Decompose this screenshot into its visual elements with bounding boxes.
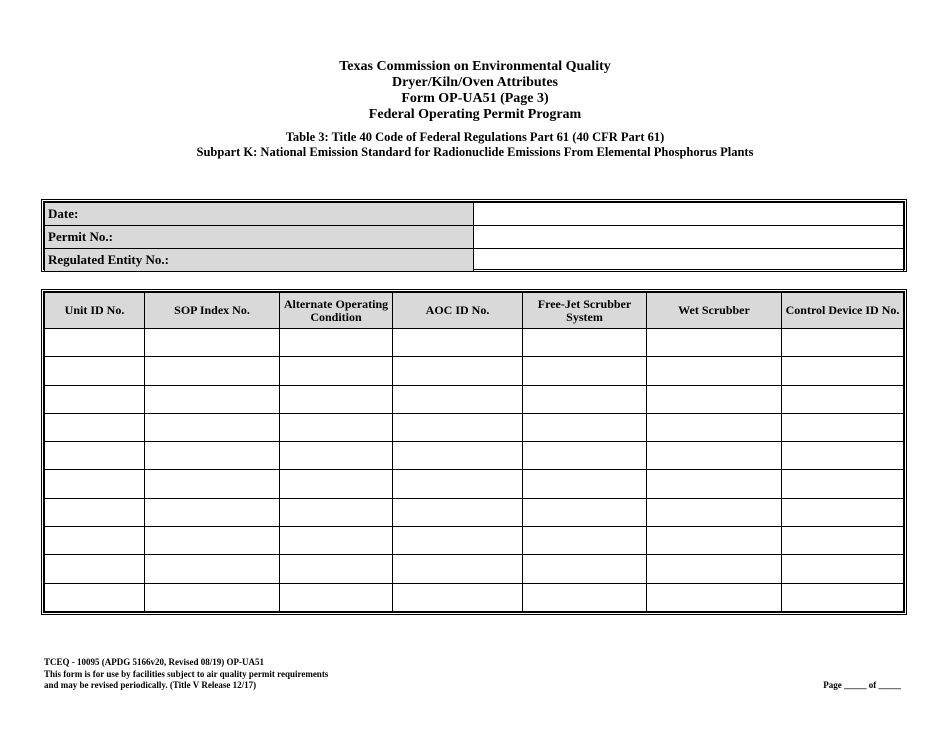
table-cell[interactable] [45, 329, 145, 357]
date-label: Date: [45, 203, 474, 226]
table-cell[interactable] [523, 357, 647, 385]
table-cell[interactable] [647, 583, 782, 611]
col-header-wet-scrubber: Wet Scrubber [647, 293, 782, 329]
col-header-unit-id: Unit ID No. [45, 293, 145, 329]
col-header-aoc-id: AOC ID No. [393, 293, 523, 329]
table-row [45, 555, 904, 583]
table-cell[interactable] [647, 385, 782, 413]
table-cell[interactable] [393, 498, 523, 526]
table-cell[interactable] [145, 498, 280, 526]
table-cell[interactable] [145, 442, 280, 470]
table-row [45, 498, 904, 526]
table-cell[interactable] [523, 555, 647, 583]
table-cell[interactable] [647, 442, 782, 470]
table-cell[interactable] [647, 470, 782, 498]
page-number: Page _____ of _____ [823, 680, 901, 690]
regulated-entity-label: Regulated Entity No.: [45, 249, 474, 272]
table-cell[interactable] [523, 329, 647, 357]
table-cell[interactable] [782, 470, 904, 498]
table-cell[interactable] [393, 470, 523, 498]
form-revision: TCEQ - 10095 (APDG 5166v20, Revised 08/19) OP-UA51 [44, 657, 264, 667]
table-cell[interactable] [280, 413, 393, 441]
table-cell[interactable] [523, 470, 647, 498]
table-cell[interactable] [45, 498, 145, 526]
table-cell[interactable] [393, 555, 523, 583]
table-cell[interactable] [280, 527, 393, 555]
table-cell[interactable] [647, 498, 782, 526]
table-cell[interactable] [280, 329, 393, 357]
table-cell[interactable] [280, 357, 393, 385]
info-table [44, 202, 904, 272]
form-revision-note: and may be revised periodically. (Title V Release 12/17) [44, 680, 257, 690]
table-row [45, 329, 904, 357]
table-cell[interactable] [782, 583, 904, 611]
table-cell[interactable] [523, 385, 647, 413]
table-title-line-2: Subpart K: National Emission Standard for Radionuclide Emissions From Elemental Phosphorus Plants [196, 144, 754, 159]
regulated-entity-field[interactable] [474, 249, 904, 272]
table-cell[interactable] [523, 498, 647, 526]
table-cell[interactable] [782, 555, 904, 583]
table-title [0, 130, 950, 159]
info-row-date [45, 203, 904, 226]
table-cell[interactable] [145, 583, 280, 611]
table-cell[interactable] [782, 527, 904, 555]
table-cell[interactable] [45, 527, 145, 555]
table-row [45, 357, 904, 385]
table-cell[interactable] [393, 357, 523, 385]
table-cell[interactable] [647, 555, 782, 583]
table-cell[interactable] [782, 385, 904, 413]
table-cell[interactable] [782, 329, 904, 357]
date-field[interactable] [474, 203, 904, 226]
table-cell[interactable] [280, 442, 393, 470]
table-cell[interactable] [145, 470, 280, 498]
col-header-sop-index: SOP Index No. [145, 293, 280, 329]
table-cell[interactable] [145, 329, 280, 357]
table-cell[interactable] [523, 442, 647, 470]
table-cell[interactable] [523, 413, 647, 441]
table-cell[interactable] [145, 413, 280, 441]
table-cell[interactable] [45, 385, 145, 413]
table-row [45, 413, 904, 441]
table-cell[interactable] [280, 470, 393, 498]
col-header-alternate-operating-condition: Alternate Operating Condition [280, 293, 393, 329]
info-row-permit [45, 226, 904, 249]
form-number: Form OP-UA51 (Page 3) [401, 91, 549, 106]
table-header-row [45, 293, 904, 329]
table-cell[interactable] [280, 583, 393, 611]
table-cell[interactable] [782, 498, 904, 526]
form-usage-note: This form is for use by facilities subject to air quality permit requirements [44, 668, 329, 679]
form-header [0, 59, 950, 159]
table-row [45, 442, 904, 470]
attributes-table [44, 292, 904, 612]
table-cell[interactable] [393, 527, 523, 555]
table-cell[interactable] [393, 329, 523, 357]
table-cell[interactable] [647, 357, 782, 385]
table-cell[interactable] [523, 527, 647, 555]
attributes-table-frame [41, 289, 907, 615]
table-cell[interactable] [45, 583, 145, 611]
table-cell[interactable] [280, 498, 393, 526]
form-footer [44, 657, 328, 692]
table-row [45, 385, 904, 413]
table-cell[interactable] [647, 413, 782, 441]
table-cell[interactable] [280, 385, 393, 413]
permit-no-label: Permit No.: [45, 226, 474, 249]
table-cell[interactable] [45, 413, 145, 441]
table-title-line-1: Table 3: Title 40 Code of Federal Regulations Part 61 (40 CFR Part 61) [285, 130, 665, 144]
table-row [45, 583, 904, 611]
table-cell[interactable] [523, 583, 647, 611]
table-cell[interactable] [782, 357, 904, 385]
table-row [45, 470, 904, 498]
program-name: Federal Operating Permit Program [368, 107, 582, 122]
table-cell[interactable] [647, 329, 782, 357]
agency-name: Texas Commission on Environmental Quality [339, 59, 611, 74]
table-cell[interactable] [280, 555, 393, 583]
table-cell[interactable] [145, 555, 280, 583]
table-cell[interactable] [145, 357, 280, 385]
info-table-frame [41, 199, 907, 272]
col-header-free-jet-scrubber: Free-Jet Scrubber System [523, 293, 647, 329]
form-subject: Dryer/Kiln/Oven Attributes [391, 75, 559, 90]
col-header-control-device-id: Control Device ID No. [782, 293, 904, 329]
table-row [45, 527, 904, 555]
table-cell[interactable] [45, 470, 145, 498]
table-cell[interactable] [782, 413, 904, 441]
permit-no-field[interactable] [474, 226, 904, 249]
table-cell[interactable] [45, 555, 145, 583]
table-cell[interactable] [145, 527, 280, 555]
table-cell[interactable] [45, 357, 145, 385]
table-cell[interactable] [393, 583, 523, 611]
info-row-entity [45, 249, 904, 272]
table-cell[interactable] [782, 442, 904, 470]
table-cell[interactable] [393, 442, 523, 470]
table-cell[interactable] [647, 527, 782, 555]
table-cell[interactable] [145, 385, 280, 413]
table-cell[interactable] [393, 413, 523, 441]
table-cell[interactable] [393, 385, 523, 413]
table-cell[interactable] [45, 442, 145, 470]
